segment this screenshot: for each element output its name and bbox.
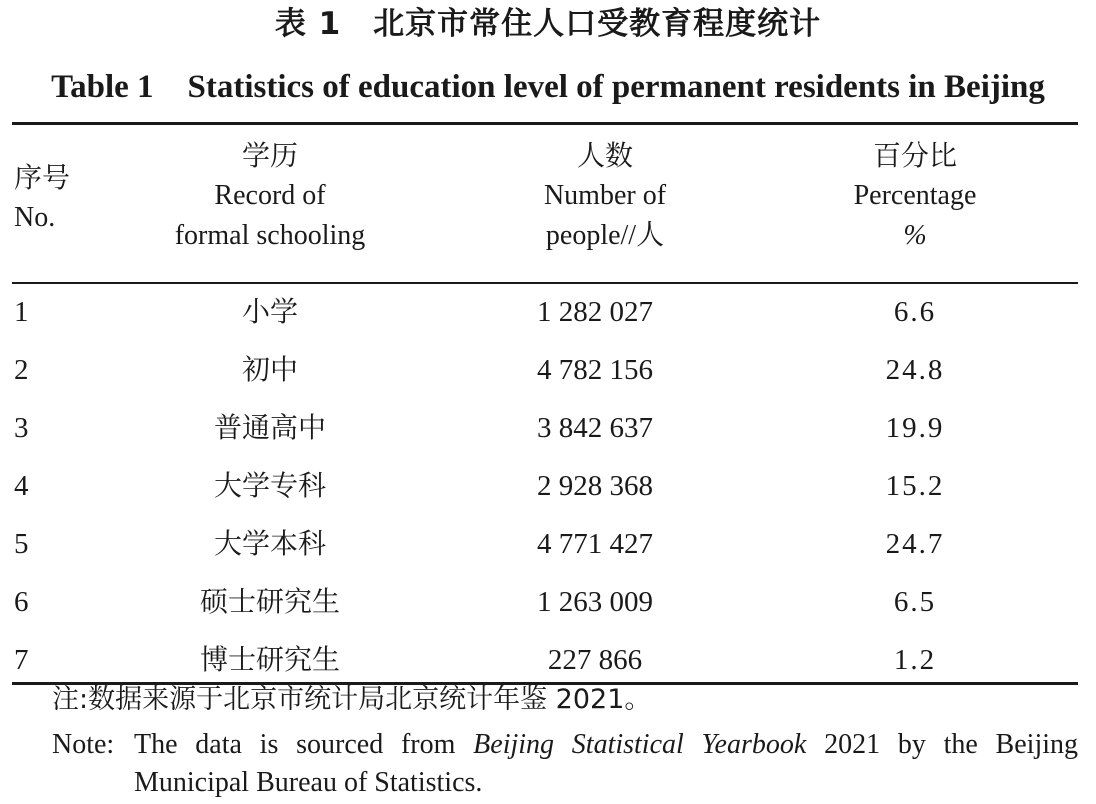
header-record-cn: 学历	[241, 139, 298, 172]
cell-percentage: 19.9	[885, 412, 945, 444]
table-row	[12, 457, 1078, 515]
header-number	[500, 136, 710, 256]
header-no-en: No.	[14, 202, 56, 233]
cell-record: 初中	[241, 353, 298, 386]
cell-record: 大学本科	[213, 527, 326, 560]
header-percentage	[810, 136, 1020, 256]
header-pct-en-1: Percentage	[853, 180, 977, 211]
cell-percentage: 24.7	[885, 528, 945, 560]
top-rule	[12, 122, 1078, 125]
header-number-en-1: Number of	[543, 180, 667, 211]
cell-no: 4	[14, 470, 29, 502]
cell-no: 6	[14, 586, 29, 618]
cell-percentage: 6.6	[893, 296, 937, 328]
cell-no: 5	[14, 528, 29, 560]
table-row	[12, 573, 1078, 631]
header-no-cn: 序号	[14, 161, 71, 194]
cell-number: 1 282 027	[537, 296, 653, 328]
note-en-body	[134, 726, 1078, 802]
table-title-en	[0, 64, 1096, 110]
cell-record: 硕士研究生	[199, 585, 340, 618]
cell-number: 3 842 637	[537, 412, 653, 444]
table-row	[12, 341, 1078, 399]
table-label: Table 1	[51, 69, 154, 105]
cell-percentage: 24.8	[885, 354, 945, 386]
cell-record: 博士研究生	[199, 643, 340, 676]
cell-number: 1 263 009	[537, 586, 653, 618]
note-en-lead: Note:	[52, 729, 115, 760]
note-en-pre: The data is sourced from	[134, 729, 474, 760]
header-record-en-2: formal schooling	[174, 220, 366, 251]
cell-record: 普通高中	[213, 411, 326, 444]
table-title-cn: 表 1 北京市常住人口受教育程度统计	[274, 6, 822, 42]
cell-no: 1	[14, 296, 29, 328]
note-en-source: Beijing Statistical Yearbook	[473, 729, 807, 760]
header-record-en-1: Record of	[214, 180, 326, 211]
cell-percentage: 6.5	[893, 586, 937, 618]
cell-number: 4 771 427	[537, 528, 653, 560]
cell-record: 大学专科	[213, 469, 326, 502]
table-body	[12, 283, 1078, 689]
header-pct-en-2: %	[903, 220, 927, 251]
cell-no: 2	[14, 354, 29, 386]
header-record	[150, 136, 390, 256]
table-row	[12, 399, 1078, 457]
cell-number: 4 782 156	[537, 354, 653, 386]
table-row	[12, 515, 1078, 573]
table-title-text: Statistics of education level of permanent residents in Beijing	[187, 69, 1045, 105]
table-row	[12, 283, 1078, 341]
header-no	[14, 158, 70, 238]
note-en-post: 2021 by the Beijing Municipal Bureau of Statistics.	[134, 729, 1079, 798]
cell-percentage: 15.2	[885, 470, 945, 502]
note-cn: 注:数据来源于北京市统计局北京统计年鉴 2021。	[52, 684, 652, 715]
header-number-en-2: people//人	[545, 220, 665, 251]
cell-number: 2 928 368	[537, 470, 653, 502]
cell-number: 227 866	[547, 644, 643, 676]
cell-no: 3	[14, 412, 29, 444]
cell-record: 小学	[241, 295, 298, 328]
cell-no: 7	[14, 644, 29, 676]
header-pct-cn: 百分比	[872, 139, 957, 172]
header-number-cn: 人数	[576, 139, 633, 172]
cell-percentage: 1.2	[893, 644, 937, 676]
